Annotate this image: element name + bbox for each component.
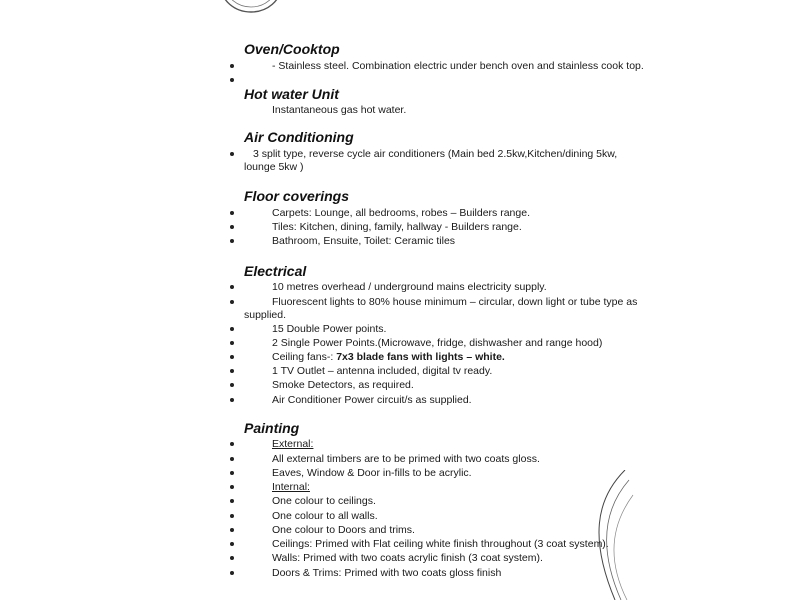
item-text: Air Conditioner Power circuit/s as supplied. <box>272 394 472 406</box>
item-text: 1 TV Outlet – antenna included, digital tv ready. <box>272 365 493 377</box>
bullet <box>230 152 234 156</box>
item-text: All external timbers are to be primed with two coats gloss. <box>272 453 540 465</box>
bullet <box>230 471 234 475</box>
bullet <box>230 285 234 289</box>
section-heading-hot-water: Hot water Unit <box>244 86 339 102</box>
bullet <box>230 528 234 532</box>
section-heading-floor-coverings: Floor coverings <box>244 188 350 204</box>
item-text: 3 split type, reverse cycle air conditioners (Main bed 2.5kw,Kitchen/dining 5kw, <box>253 148 618 160</box>
ceiling-fans-label: Ceiling fans-: <box>272 351 334 363</box>
bullet <box>230 225 234 229</box>
item-text: Eaves, Window & Door in-fills to be acrylic. <box>272 467 472 479</box>
item-text: One colour to ceilings. <box>272 495 376 507</box>
bullet <box>230 355 234 359</box>
item-text: Instantaneous gas hot water. <box>272 104 407 116</box>
bullet <box>230 442 234 446</box>
item-text: Fluorescent lights to 80% house minimum – circular, down light or tube type as <box>272 296 638 308</box>
decorative-swirl <box>585 470 635 600</box>
bullet <box>230 383 234 387</box>
bullet <box>230 78 234 82</box>
item-text: 10 metres overhead / underground mains electricity supply. <box>272 281 547 293</box>
item-text: Ceilings: Primed with Flat ceiling white finish throughout (3 coat system). <box>272 538 609 550</box>
ceiling-fans-detail: 7x3 blade fans with lights – white. <box>336 351 505 363</box>
item-text: Tiles: Kitchen, dining, family, hallway - Builders range. <box>272 221 522 233</box>
bullet <box>230 64 234 68</box>
bullet <box>230 327 234 331</box>
item-text <box>272 350 505 364</box>
item-text: 2 Single Power Points.(Microwave, fridge, dishwasher and range hood) <box>272 337 603 349</box>
item-text: One colour to all walls. <box>272 510 378 522</box>
item-text: 15 Double Power points. <box>272 323 387 335</box>
subheading-internal: Internal: <box>272 481 310 493</box>
bullet <box>230 398 234 402</box>
bullet <box>230 239 234 243</box>
bullet <box>230 542 234 546</box>
section-heading-electrical: Electrical <box>244 263 307 279</box>
item-text: - Stainless steel. Combination electric under bench oven and stainless cook top. <box>272 60 644 72</box>
section-heading-air-conditioning: Air Conditioning <box>244 129 354 145</box>
section-heading-oven: Oven/Cooktop <box>244 41 340 57</box>
item-text: Walls: Primed with two coats acrylic finish (3 coat system). <box>272 552 543 564</box>
logo-seal-fragment <box>215 0 287 18</box>
item-text: Carpets: Lounge, all bedrooms, robes – Builders range. <box>272 207 530 219</box>
item-text: lounge 5kw ) <box>244 161 304 173</box>
item-text: One colour to Doors and trims. <box>272 524 415 536</box>
item-text: Smoke Detectors, as required. <box>272 379 414 391</box>
bullet <box>230 514 234 518</box>
bullet <box>230 571 234 575</box>
bullet <box>230 556 234 560</box>
item-text: supplied. <box>244 309 287 321</box>
bullet <box>230 341 234 345</box>
subheading-external: External: <box>272 438 314 450</box>
bullet <box>230 499 234 503</box>
bullet <box>230 485 234 489</box>
item-text: Doors & Trims: Primed with two coats gloss finish <box>272 567 502 579</box>
bullet <box>230 457 234 461</box>
bullet <box>230 300 234 304</box>
bullet <box>230 369 234 373</box>
item-text: Bathroom, Ensuite, Toilet: Ceramic tiles <box>272 235 456 247</box>
section-heading-painting: Painting <box>244 420 300 436</box>
bullet <box>230 211 234 215</box>
